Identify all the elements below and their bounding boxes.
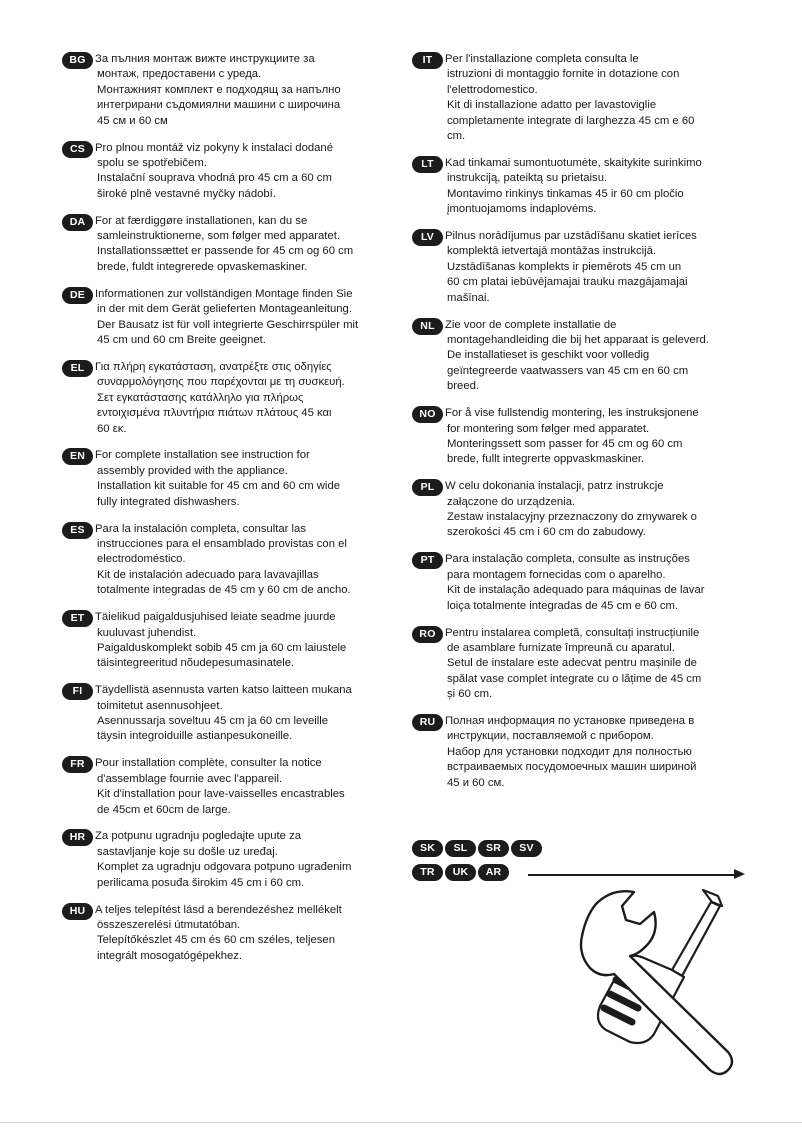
instruction-line: 45 cm und 60 cm Breite geeignet. [97,334,266,346]
language-badge: ET [62,610,93,627]
instruction-line: breed. [447,380,480,393]
language-badge: FI [62,683,93,700]
instruction-line: Montavimo rinkinys tinkamas 45 ir 60 cm pločio [447,187,684,200]
instruction-line: brede, fullt integrerte oppvaskmaskiner. [447,453,645,466]
language-badge: ES [62,522,93,539]
language-badge: HU [62,903,93,920]
instruction-line: Pentru instalarea completă, consultați instrucțiunile [445,626,700,639]
instruction-line: fully integrated dishwashers. [97,495,240,508]
instruction-line: Täielikud paigaldusjuhised leiate seadme juurde [95,611,336,624]
instruction-line: și 60 cm. [447,688,493,701]
language-badge: FR [62,756,93,773]
language-badge-sl: SL [445,840,476,857]
language-entry-it [412,52,750,144]
instruction-line: Zie voor de complete installatie de [445,318,617,331]
instruction-line: samleinstruktionerne, som følger med apparatet. [97,230,340,243]
instruction-line: mašīnai. [447,291,490,304]
language-badge: NO [412,406,443,423]
language-entry-ru [412,714,750,791]
instruction-line: Набор для установки подходит для полностью [447,745,692,758]
instruction-line: Za potpunu ugradnju pogledajte upute za [95,830,302,843]
instruction-line: completamente integrate di larghezza 45 cm e 60 [447,114,695,127]
instruction-line: įmontuojamoms indaplovėms. [447,203,597,216]
language-badge: CS [62,141,93,158]
instruction-line: Telepítőkészlet 45 cm és 60 cm széles, teljesen [97,934,335,947]
language-entry-nl [412,318,750,395]
language-badge-sv: SV [511,840,542,857]
wrench-screwdriver-icon [572,884,762,1084]
instruction-line: A teljes telepítést lásd a berendezéshez mellékelt [95,903,342,916]
instruction-line: Полная информация по установке приведена в [445,715,695,728]
instruction-line: instrucciones para el ensamblado provistas con el [97,537,347,550]
language-entry-bg [62,52,392,129]
instruction-line: Kad tinkamai sumontuotumėte, skaitykite surinkimo [445,156,702,169]
language-entry-cs [62,141,392,203]
instruction-line: täysin integroiduille astianpesukoneille. [97,730,293,743]
instruction-line: l'elettrodomestico. [447,83,538,96]
instruction-line: монтаж, предоставени с уреда. [97,68,262,81]
arrow-head-icon [734,869,745,879]
instruction-line: cm. [447,130,466,143]
instruction-line: 60 cm platai iebūvējamajai trauku mazgājamajai [447,276,688,289]
instruction-line: 60 εκ. [97,422,127,435]
language-badge: NL [412,318,443,335]
instruction-line: Kit de instalación adecuado para lavavajillas [97,568,319,581]
language-entry-fr [62,756,392,818]
extra-language-badges-row-2 [412,864,509,881]
language-badge-sk: SK [412,840,443,857]
language-entry-pl [412,479,750,541]
instruction-line: встраиваемых посудомоечных машин шириной [447,761,697,774]
language-badge: EL [62,360,93,377]
instruction-line: интегрирани съдомиялни машини с широчина [97,99,341,112]
instruction-line: инструкции, поставляемой с прибором. [447,730,654,743]
instruction-line: integrált mosogatógépekhez. [97,949,243,962]
instruction-line: załączone do urządzenia. [447,495,576,508]
language-badge: RO [412,626,443,643]
language-entry-hu [62,903,392,965]
language-entry-en [62,448,392,510]
language-badge: IT [412,52,443,69]
language-badge: DE [62,287,93,304]
instruction-line: Der Bausatz ist für voll integrierte Geschirrspüler mit [97,318,359,331]
instruction-line: Pilnus norādījumus par uzstādīšanu skatiet ierīces [445,230,697,243]
instruction-line: Informationen zur vollständigen Montage finden Sie [95,287,353,300]
extra-language-badges-row-1 [412,840,542,857]
instruction-line: Kit d'installation pour lave-vaisselles encastrables [97,788,345,801]
instruction-line: Kit de instalação adequado para máquinas de lavar [447,584,705,597]
instruction-line: Para la instalación completa, consultar las [95,522,306,535]
instruction-line: assembly provided with the appliance. [97,464,288,477]
instruction-line: de asamblare furnizate împreună cu aparatul. [447,641,675,654]
instruction-line: Για πλήρη εγκατάσταση, ανατρέξτε στις οδηγίες [95,360,332,373]
instruction-line: Asennussarja soveltuu 45 cm ja 60 cm leveille [97,715,329,728]
instruction-line: Installationssættet er passende for 45 cm og 60 cm [97,245,354,258]
instruction-line: spălat vase complet integrate cu o lățime de 45 cm [447,672,702,685]
instruction-line: Komplet za ugradnju odgovara potpuno ugrađenim [97,861,352,874]
left-language-column [62,52,392,976]
instruction-line: Pro plnou montáž viz pokyny k instalaci dodané [95,141,333,154]
instruction-line: instrukciją, pateiktą su prietaisu. [447,172,608,185]
instruction-line: Монтажният комплект е подходящ за напълно [97,83,341,96]
instruction-line: for montering som følger med apparatet. [447,422,650,435]
instruction-line: geïntegreerde vaatwassers van 45 cm en 60 cm [447,364,689,377]
instruction-line: W celu dokonania instalacji, patrz instrukcje [445,480,664,493]
instruction-line: Zestaw instalacyjny przeznaczony do zmywarek o [447,511,697,524]
instruction-line: Per l'installazione completa consulta le [445,53,639,65]
instruction-line: 45 см и 60 см [97,114,168,127]
language-entry-lv [412,229,750,306]
instruction-line: Instalační souprava vhodná pro 45 cm a 60 cm [97,172,332,185]
instruction-line: brede, fuldt integrerede opvaskemaskiner. [97,260,308,273]
bottom-divider [0,1122,802,1123]
language-entry-fi [62,683,392,745]
language-badge: RU [412,714,443,731]
language-entry-pt [412,552,750,614]
instruction-line: Setul de instalare este adecvat pentru mașinile de [447,657,697,670]
language-entry-ro [412,626,750,703]
instruction-line: Täydellistä asennusta varten katso laitteen mukana [95,684,352,697]
instruction-line: široké plně vestavné myčky nádobí. [97,187,276,200]
instruction-line: perilicama posuđa širokim 45 cm i 60 cm. [97,876,305,889]
instruction-line: istruzioni di montaggio fornite in dotazione con [447,68,680,81]
language-entry-et [62,610,392,672]
instruction-line: komplektā ietvertajā montāžas instrukcijā. [447,245,657,258]
language-badge-ar: AR [478,864,509,881]
instruction-line: toimitetut asennusohjeet. [97,699,223,712]
instruction-line: Uzstādīšanas komplekts ir piemērots 45 cm un [447,260,682,273]
language-badge: PL [412,479,443,496]
language-badge: LV [412,229,443,246]
language-entry-de [62,287,392,349]
instruction-line: kuuluvast juhendist. [97,626,197,639]
instruction-line: összeszerelési útmutatóban. [97,919,241,931]
language-badge: EN [62,448,93,465]
instruction-line: For å vise fullstendig montering, les instruksjonene [445,407,699,420]
instruction-line: totalmente integradas de 45 cm y 60 cm de ancho. [97,584,351,597]
instruction-line: Paigalduskomplekt sobib 45 cm ja 60 cm laiustele [97,641,347,654]
right-language-column [412,52,750,803]
instruction-line: For at færdiggøre installationen, kan du se [95,214,308,227]
instruction-line: For complete installation see instruction for [95,449,310,462]
language-entry-lt [412,156,750,218]
language-entry-hr [62,829,392,891]
instruction-line: montagehandleiding die bij het apparaat is geleverd. [447,334,709,346]
instruction-line: συναρμολόγησης που παρέχονται με τη συσκευή. [97,376,345,389]
instruction-line: täisintegreeritud nõudepesumasinatele. [97,657,295,670]
language-entry-no [412,406,750,468]
language-badge: DA [62,214,93,231]
instruction-line: loiça totalmente integradas de 45 cm e 60 cm. [447,599,679,612]
instruction-line: εντοιχισμένα πλυντήρια πιάτων πλάτους 45 και [97,407,332,420]
instruction-line: para montagem fornecidas com o aparelho. [447,568,666,581]
instruction-line: spolu se spotřebičem. [97,156,207,169]
instruction-line: Pour installation complète, consulter la notice [95,757,322,770]
language-entry-da [62,214,392,276]
instruction-line: in der mit dem Gerät gelieferten Montageanleitung. [97,303,352,316]
instruction-line: За пълния монтаж вижте инструкциите за [95,53,315,65]
language-badge: PT [412,552,443,569]
language-entry-es [62,522,392,599]
language-badge: BG [62,52,93,69]
language-entry-el [62,360,392,437]
instruction-line: electrodoméstico. [97,553,186,566]
instruction-line: d'assemblage fournie avec l'appareil. [97,772,283,785]
language-badge-tr: TR [412,864,443,881]
instruction-line: Σετ εγκατάστασης κατάλληλο για πλήρως [97,391,304,404]
language-badge-sr: SR [478,840,509,857]
instruction-line: Kit di installazione adatto per lavastoviglie [447,99,657,112]
instruction-line: Monteringssett som passer for 45 cm og 60 cm [447,437,683,450]
instruction-line: Installation kit suitable for 45 cm and 60 cm wide [97,480,341,493]
instruction-line: sastavljanje koje su došle uz uređaj. [97,845,278,858]
language-badge-uk: UK [445,864,476,881]
instruction-line: de 45cm et 60cm de large. [97,803,231,816]
arrow-right-icon [528,874,736,876]
instruction-line: 45 и 60 см. [447,776,505,789]
language-badge: HR [62,829,93,846]
instruction-line: Para instalação completa, consulte as instruções [445,553,690,566]
language-badge: LT [412,156,443,173]
instruction-line: szerokości 45 cm i 60 cm do zabudowy. [447,526,646,539]
instruction-line: De installatieset is geschikt voor volledig [447,349,650,362]
